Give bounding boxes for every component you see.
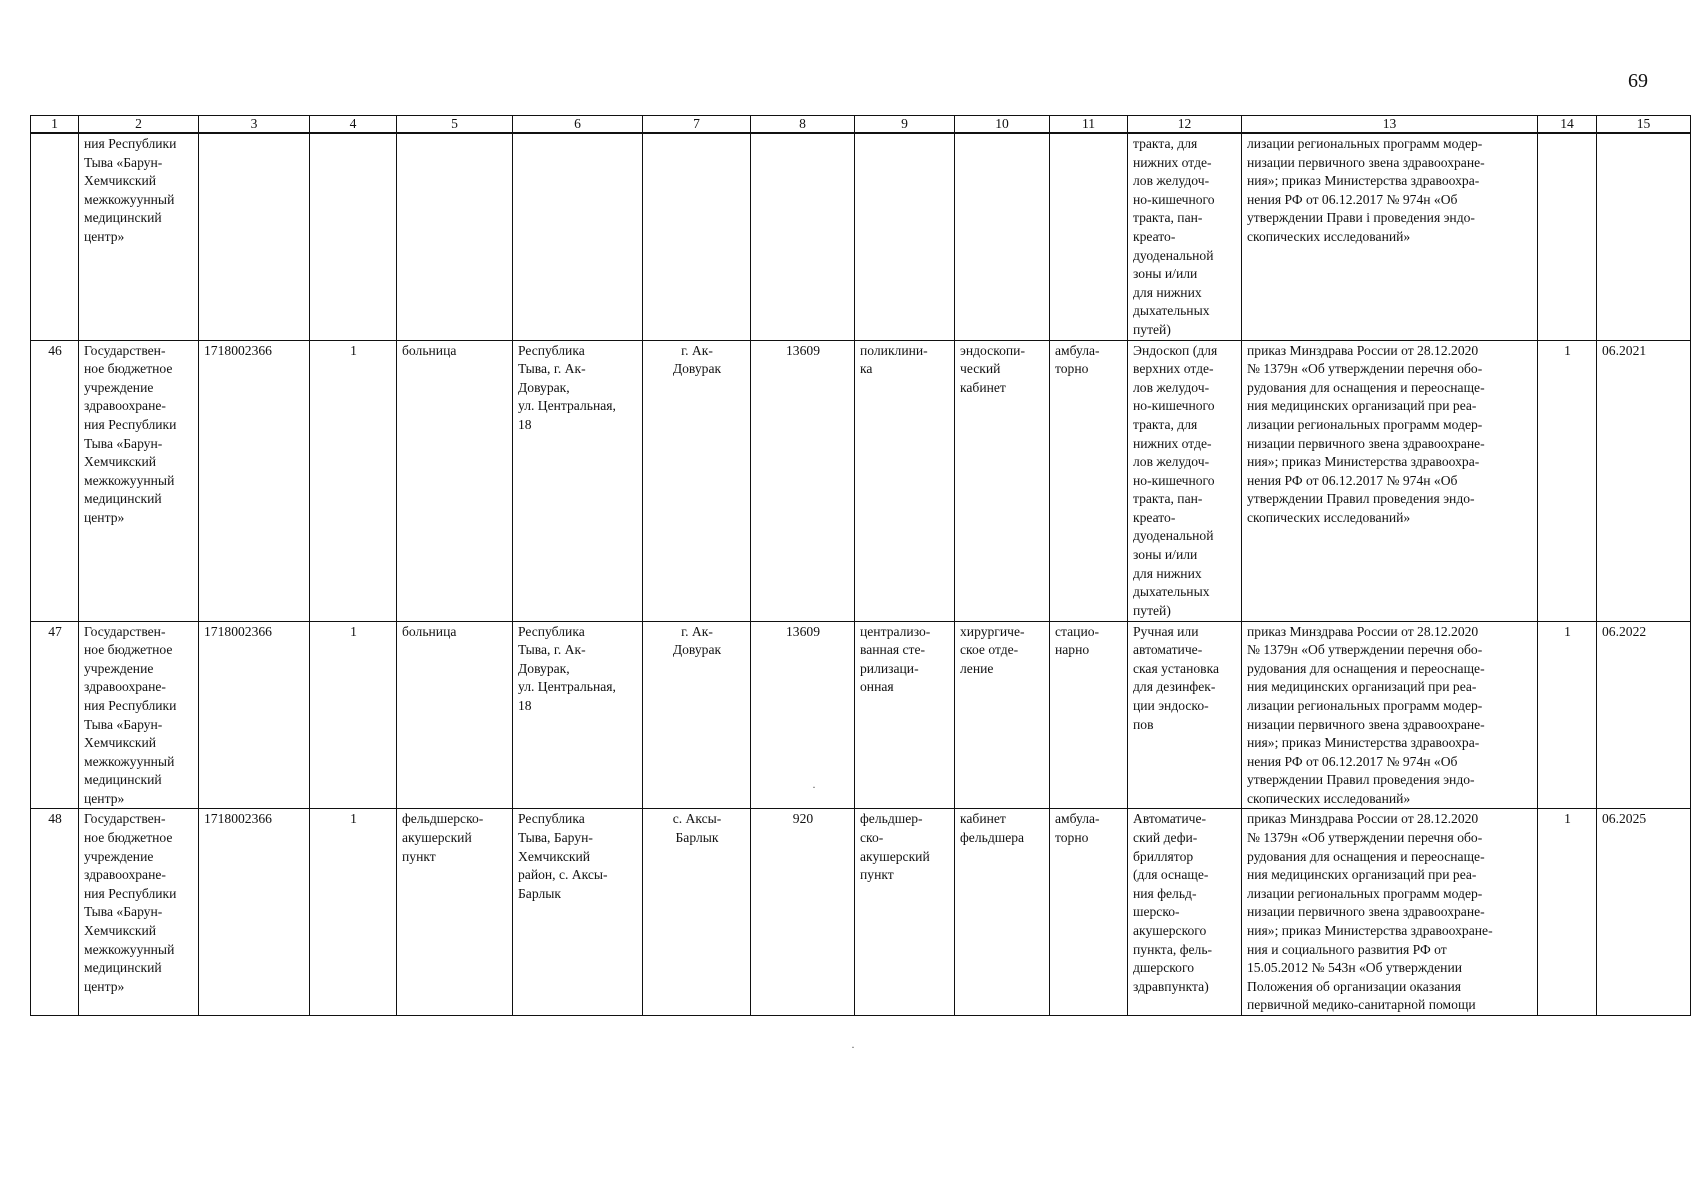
column-header: 5 (397, 116, 513, 134)
column-header: 7 (643, 116, 751, 134)
settlement-cell: г. Ак- Довурак (643, 621, 751, 809)
date-cell: 06.2022 (1597, 621, 1691, 809)
quantity-cell: 1 (1538, 621, 1597, 809)
table-row (31, 621, 1691, 809)
count-cell: 1 (310, 809, 397, 1016)
column-header: 4 (310, 116, 397, 134)
inn-cell: 1718002366 (199, 340, 310, 621)
equipment-cell: Автоматиче- ский дефи- бриллятор (для оснаще- ния фельд- шерско- акушерского пункта, фель- дшерского здравпункта) (1128, 809, 1242, 1016)
unit-cell: поликлини- ка (855, 340, 955, 621)
institution-cell: ния Республики Тыва «Барун- Хемчикский межкожуунный медицинский центр» (79, 133, 199, 340)
settlement-cell: г. Ак- Довурак (643, 340, 751, 621)
row-number-cell (31, 133, 79, 340)
table-row (31, 133, 1691, 340)
care-mode-cell: амбула- торно (1050, 340, 1128, 621)
address-cell: Республика Тыва, г. Ак- Довурак, ул. Центральная, 18 (513, 340, 643, 621)
settlement-cell: с. Аксы- Барлык (643, 809, 751, 1016)
count-cell (310, 133, 397, 340)
column-header: 8 (751, 116, 855, 134)
legal-basis-cell: лизации региональных программ модер- низации первичного звена здравоохране- ния»; приказ Министерства здравоохра- нения РФ от 06.12.2017 № 974н «Об утверждении Прави і проведения эндо- скопических исследований» (1242, 133, 1538, 340)
unit-cell: фельдшер- ско- акушерский пункт (855, 809, 955, 1016)
quantity-cell: 1 (1538, 340, 1597, 621)
table-header-row (31, 116, 1691, 134)
department-cell: кабинет фельдшера (955, 809, 1050, 1016)
table-row (31, 809, 1691, 1016)
inn-cell (199, 133, 310, 340)
scan-speck: · (851, 1040, 855, 1054)
department-cell: эндоскопи- ческий кабинет (955, 340, 1050, 621)
care-mode-cell (1050, 133, 1128, 340)
department-cell (955, 133, 1050, 340)
population-cell: 13609 (751, 621, 855, 809)
inn-cell: 1718002366 (199, 809, 310, 1016)
legal-basis-cell: приказ Минздрава России от 28.12.2020 № 1379н «Об утверждении перечня обо- рудования для оснащения и переоснаще- ния медицинских организаций при реа- лизации региональных программ модер- низации первичного звена здравоохране- ния»; приказ Министерства здравоохра- нения РФ от 06.12.2017 № 974н «Об утверждении Правил проведения эндо- скопических исследований» (1242, 621, 1538, 809)
equipment-table (30, 115, 1691, 1016)
care-mode-cell: стацио- нарно (1050, 621, 1128, 809)
quantity-cell (1538, 133, 1597, 340)
legal-basis-cell: приказ Минздрава России от 28.12.2020 № 1379н «Об утверждении перечня обо- рудования для оснащения и переоснаще- ния медицинских организаций при реа- лизации региональных программ модер- низации первичного звена здравоохране- ния»; приказ Министерства здравоохра- нения РФ от 06.12.2017 № 974н «Об утверждении Правил проведения эндо- скопических исследований» (1242, 340, 1538, 621)
quantity-cell: 1 (1538, 809, 1597, 1016)
equipment-cell: Ручная или автоматиче- ская установка для дезинфек- ции эндоско- пов (1128, 621, 1242, 809)
column-header: 6 (513, 116, 643, 134)
address-cell (513, 133, 643, 340)
column-header: 10 (955, 116, 1050, 134)
inn-cell: 1718002366 (199, 621, 310, 809)
table-row (31, 340, 1691, 621)
institution-cell: Государствен- ное бюджетное учреждение здравоохране- ния Республики Тыва «Барун- Хемчикский межкожуунный медицинский центр» (79, 340, 199, 621)
address-cell: Республика Тыва, г. Ак- Довурак, ул. Центральная, 18 (513, 621, 643, 809)
date-cell (1597, 133, 1691, 340)
row-number-cell: 46 (31, 340, 79, 621)
column-header: 15 (1597, 116, 1691, 134)
care-mode-cell: амбула- торно (1050, 809, 1128, 1016)
column-header: 12 (1128, 116, 1242, 134)
column-header: 13 (1242, 116, 1538, 134)
facility-type-cell: фельдшерско- акушерский пункт (397, 809, 513, 1016)
equipment-cell: Эндоскоп (для верхних отде- лов желудоч- но-кишечного тракта, для нижних отде- лов желудоч- но-кишечного тракта, пан- креато- дуоденальной зоны и/или для нижних дыхательных путей) (1128, 340, 1242, 621)
column-header: 3 (199, 116, 310, 134)
date-cell: 06.2025 (1597, 809, 1691, 1016)
date-cell: 06.2021 (1597, 340, 1691, 621)
column-header: 2 (79, 116, 199, 134)
scan-speck: · (812, 780, 816, 794)
page-number: 69 (1628, 70, 1648, 92)
institution-cell: Государствен- ное бюджетное учреждение здравоохране- ния Республики Тыва «Барун- Хемчикский межкожуунный медицинский центр» (79, 809, 199, 1016)
legal-basis-cell: приказ Минздрава России от 28.12.2020 № 1379н «Об утверждении перечня обо- рудования для оснащения и переоснаще- ния медицинских организаций при реа- лизации региональных программ модер- низации первичного звена здравоохране- ния»; приказ Министерства здравоохране- ния и социального развития РФ от 15.05.2012 № 543н «Об утверждении Положения об организации оказания первичной медико-санитарной помощи (1242, 809, 1538, 1016)
count-cell: 1 (310, 340, 397, 621)
facility-type-cell: больница (397, 621, 513, 809)
population-cell: 920 (751, 809, 855, 1016)
equipment-cell: тракта, для нижних отде- лов желудоч- но-кишечного тракта, пан- креато- дуоденальной зоны и/или для нижних дыхательных путей) (1128, 133, 1242, 340)
row-number-cell: 48 (31, 809, 79, 1016)
unit-cell (855, 133, 955, 340)
unit-cell: централизо- ванная сте- рилизаци- онная (855, 621, 955, 809)
address-cell: Республика Тыва, Барун- Хемчикский район, с. Аксы- Барлык (513, 809, 643, 1016)
column-header: 14 (1538, 116, 1597, 134)
column-header: 9 (855, 116, 955, 134)
population-cell: 13609 (751, 340, 855, 621)
column-header: 1 (31, 116, 79, 134)
column-header: 11 (1050, 116, 1128, 134)
institution-cell: Государствен- ное бюджетное учреждение здравоохране- ния Республики Тыва «Барун- Хемчикский межкожуунный медицинский центр» (79, 621, 199, 809)
facility-type-cell (397, 133, 513, 340)
population-cell (751, 133, 855, 340)
department-cell: хирургиче- ское отде- ление (955, 621, 1050, 809)
settlement-cell (643, 133, 751, 340)
facility-type-cell: больница (397, 340, 513, 621)
count-cell: 1 (310, 621, 397, 809)
row-number-cell: 47 (31, 621, 79, 809)
